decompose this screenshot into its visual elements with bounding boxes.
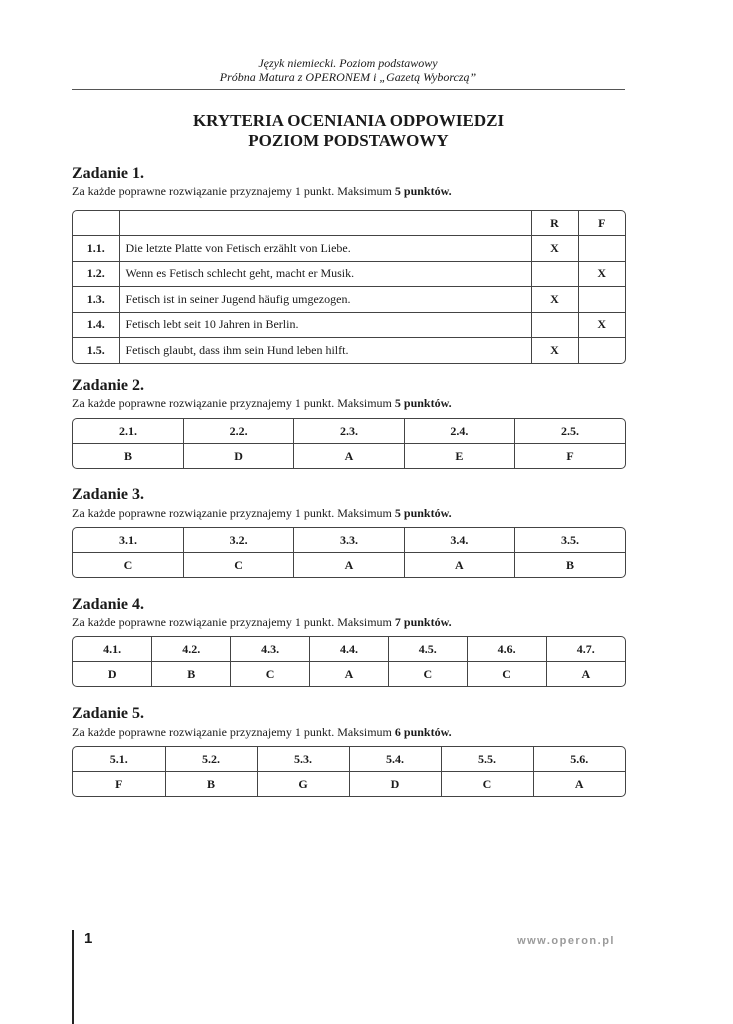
column-f-header: F: [578, 211, 625, 236]
row-number: 1.1.: [73, 236, 119, 262]
table-row: [73, 287, 625, 313]
task-5-heading: Zadanie 5.: [72, 705, 145, 722]
answer-cell: D: [183, 444, 293, 469]
item-number: 4.5.: [388, 637, 467, 662]
row-number: 1.4.: [73, 312, 119, 338]
page-header: [72, 56, 624, 84]
item-number: 2.4.: [404, 419, 514, 444]
task-3-heading: Zadanie 3.: [72, 486, 145, 503]
answer-cell: B: [73, 444, 183, 469]
answer-cell: D: [73, 662, 152, 687]
answer-cell: A: [574, 776, 584, 791]
answer-cell: C: [388, 662, 467, 687]
item-number: 3.5.: [515, 528, 625, 553]
answer-r: X: [531, 287, 578, 313]
answer-row: [73, 553, 625, 578]
task-5-table: [72, 746, 626, 797]
page-title: [72, 111, 625, 151]
answer-cell: G: [257, 772, 349, 797]
task-2-heading: Zadanie 2.: [72, 377, 145, 394]
task-4-heading: Zadanie 4.: [72, 596, 145, 613]
row-number: 1.2.: [73, 261, 119, 287]
task-3-description: Za każde poprawne rozwiązanie przyznajemy 1 punkt. Maksimum 5 punktów.: [72, 506, 452, 520]
item-number: 5.4.: [349, 747, 441, 772]
header-subject: Język niemiecki. Poziom podstawowy: [258, 56, 438, 70]
item-number: 4.7.: [546, 637, 625, 662]
item-number: 4.4.: [310, 637, 389, 662]
page-title-line2: POZIOM PODSTAWOWY: [248, 131, 449, 150]
statement: Fetisch lebt seit 10 Jahren in Berlin.: [119, 312, 531, 338]
item-number: 4.1.: [73, 637, 152, 662]
statement: Fetisch glaubt, dass ihm sein Hund leben hilft.: [119, 338, 531, 363]
answer-cell: B: [152, 662, 231, 687]
item-number: 3.1.: [73, 528, 183, 553]
answer-cell: C: [183, 553, 293, 578]
answer-cell: C: [231, 662, 310, 687]
answer-cell: B: [566, 557, 575, 572]
item-number-row: [73, 528, 625, 553]
task-1-table: [72, 210, 626, 364]
item-number: 5.5.: [441, 747, 533, 772]
answer-f: [578, 338, 625, 363]
footer-url: www.operon.pl: [517, 935, 615, 947]
task-5-description: Za każde poprawne rozwiązanie przyznajemy 1 punkt. Maksimum 6 punktów.: [72, 725, 452, 739]
answer-cell: C: [441, 772, 533, 797]
item-number: 5.2.: [165, 747, 257, 772]
answer-f: [578, 287, 625, 313]
answer-cell: C: [467, 662, 546, 687]
answer-cell: F: [566, 448, 574, 463]
item-number-row: [73, 637, 625, 662]
statement: Wenn es Fetisch schlecht geht, macht er Musik.: [119, 261, 531, 287]
table-row: [73, 338, 625, 363]
task-4-max-points: 7 punktów.: [394, 615, 452, 629]
item-number-row: [73, 419, 625, 444]
item-number: 2.1.: [73, 419, 183, 444]
answer-cell: C: [73, 553, 183, 578]
answer-cell: A: [310, 662, 389, 687]
task-5-max-points: 6 punktów.: [394, 725, 452, 739]
answer-row: [73, 772, 625, 797]
task-2-max-points: 5 punktów.: [394, 396, 452, 410]
answer-f: [578, 236, 625, 262]
item-number: 2.5.: [515, 419, 625, 444]
task-4-table: [72, 636, 626, 687]
table-row: [73, 312, 625, 338]
task-1-description: Za każde poprawne rozwiązanie przyznajemy 1 punkt. Maksimum 5 punktów.: [72, 184, 452, 198]
statement: Die letzte Platte von Fetisch erzählt von Liebe.: [119, 236, 531, 262]
header-exam: Próbna Matura z OPERONEM i „Gazetą Wyborczą”: [219, 70, 477, 84]
answer-r: [531, 261, 578, 287]
statement: Fetisch ist in seiner Jugend häufig umgezogen.: [119, 287, 531, 313]
item-number: 3.2.: [183, 528, 293, 553]
answer-r: X: [531, 338, 578, 363]
table-row: [73, 261, 625, 287]
item-number: 5.1.: [73, 747, 165, 772]
item-number: 4.3.: [231, 637, 310, 662]
page-side-bar: [72, 930, 74, 1024]
column-r-header: R: [531, 211, 578, 236]
answer-cell: A: [294, 553, 404, 578]
item-number: 3.4.: [404, 528, 514, 553]
task-1-max-points: 5 punktów.: [394, 184, 452, 198]
item-number: 5.6.: [533, 747, 625, 772]
page-number: 1: [84, 930, 93, 947]
answer-cell: E: [404, 444, 514, 469]
item-number: 5.3.: [257, 747, 349, 772]
answer-r: X: [531, 236, 578, 262]
row-number: 1.5.: [73, 338, 119, 363]
task-2-table: [72, 418, 626, 469]
answer-f: X: [578, 312, 625, 338]
answer-r: [531, 312, 578, 338]
item-number: 3.3.: [294, 528, 404, 553]
item-number: 4.6.: [467, 637, 546, 662]
table-row: [73, 236, 625, 262]
table-header-row: [73, 211, 625, 236]
answer-cell: A: [404, 553, 514, 578]
page-title-line1: KRYTERIA OCENIANIA ODPOWIEDZI: [192, 111, 505, 130]
answer-row: [73, 444, 625, 469]
header-divider: [72, 89, 625, 90]
answer-cell: B: [165, 772, 257, 797]
answer-cell: D: [349, 772, 441, 797]
row-number: 1.3.: [73, 287, 119, 313]
answer-cell: A: [581, 666, 591, 681]
answer-cell: F: [73, 772, 165, 797]
item-number-row: [73, 747, 625, 772]
answer-row: [73, 662, 625, 687]
task-1-heading: Zadanie 1.: [72, 165, 145, 182]
item-number: 2.2.: [183, 419, 293, 444]
task-2-description: Za każde poprawne rozwiązanie przyznajemy 1 punkt. Maksimum 5 punktów.: [72, 396, 452, 410]
answer-cell: A: [294, 444, 404, 469]
item-number: 2.3.: [294, 419, 404, 444]
task-3-table: [72, 527, 626, 578]
task-3-max-points: 5 punktów.: [394, 506, 452, 520]
task-4-description: Za każde poprawne rozwiązanie przyznajemy 1 punkt. Maksimum 7 punktów.: [72, 615, 452, 629]
item-number: 4.2.: [152, 637, 231, 662]
answer-f: X: [578, 261, 625, 287]
